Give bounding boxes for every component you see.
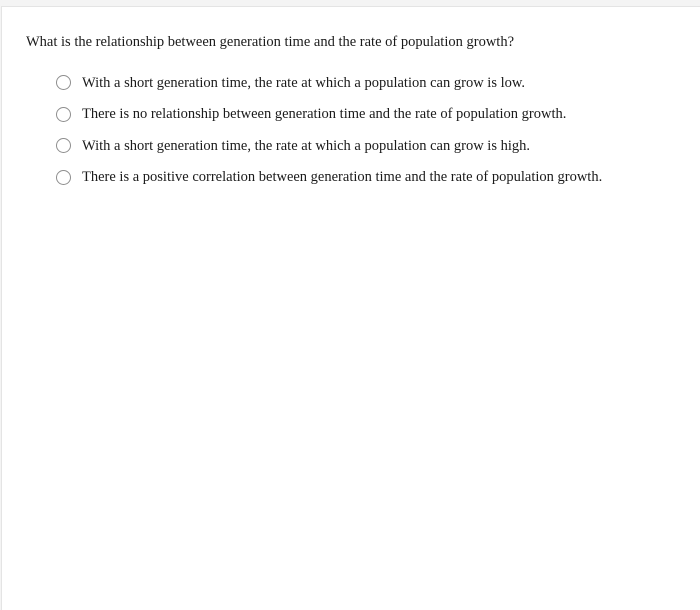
answer-option-label: There is no relationship between generation time and the rate of population growth. bbox=[82, 106, 567, 123]
answer-option-label: With a short generation time, the rate at which a population can grow is high. bbox=[82, 137, 530, 154]
answer-option-4[interactable] bbox=[56, 162, 602, 194]
answer-option-label: With a short generation time, the rate at which a population can grow is low. bbox=[82, 74, 526, 91]
radio-button[interactable] bbox=[56, 75, 71, 90]
answer-options bbox=[56, 67, 602, 193]
answer-option-label: There is a positive correlation between generation time and the rate of population growth. bbox=[82, 169, 603, 186]
question-text: What is the relationship between generation time and the rate of population growth? bbox=[26, 34, 515, 50]
question-card bbox=[1, 6, 700, 610]
radio-button[interactable] bbox=[56, 138, 71, 153]
radio-button[interactable] bbox=[56, 107, 71, 122]
answer-option-2[interactable] bbox=[56, 99, 602, 131]
answer-option-1[interactable] bbox=[56, 67, 602, 99]
radio-button[interactable] bbox=[56, 170, 71, 185]
answer-option-3[interactable] bbox=[56, 130, 602, 162]
